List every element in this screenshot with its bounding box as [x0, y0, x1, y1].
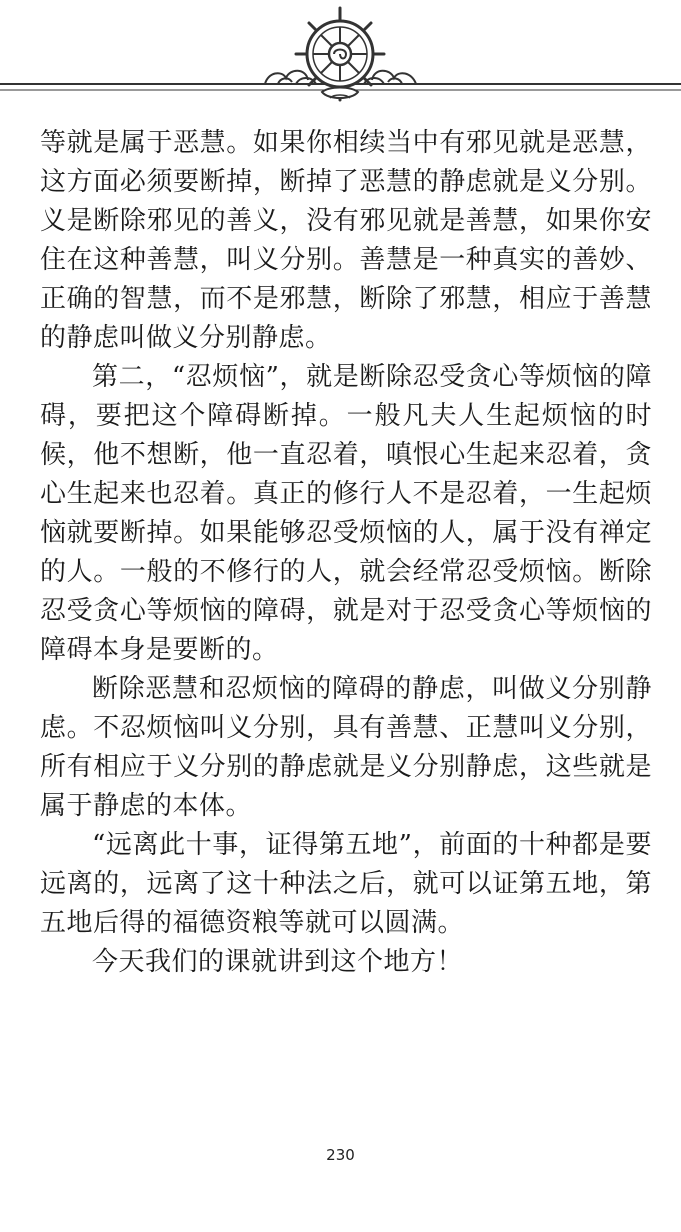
left-cloud-icon — [265, 71, 316, 84]
paragraph-3: 断除恶慧和忍烦恼的障碍的静虑，叫做义分别静虑。不忍烦恼叫义分别，具有善慧、正慧叫义分别，所有相应于义分别的静虑就是义分别静虑，这些就是属于静虑的本体。 — [40, 674, 652, 821]
page-body — [40, 124, 652, 982]
paragraph-5: 今天我们的课就讲到这个地方！ — [92, 947, 464, 977]
paragraph-1: 等就是属于恶慧。如果你相续当中有邪见就是恶慧，这方面必须要断掉，断掉了恶慧的静虑就是义分别。义是断除邪见的善义，没有邪见就是善慧，如果你安住在这种善慧，叫义分别。善慧是一种真实的善妙、正确的智慧，而不是邪慧，断除了邪慧，相应于善慧的静虑叫做义分别静虑。 — [40, 128, 652, 353]
right-cloud-icon — [364, 71, 416, 84]
page-number: 230 — [326, 1146, 355, 1164]
paragraph-4: “远离此十事，证得第五地”，前面的十种都是要远离的，远离了这十种法之后，就可以证第五地，第五地后得的福德资粮等就可以圆满。 — [40, 830, 652, 938]
paragraph-2: 第二，“忍烦恼”，就是断除忍受贪心等烦恼的障碍，要把这个障碍断掉。一般凡夫人生起烦恼的时候，他不想断，他一直忍着，嗔恨心生起来忍着，贪心生起来也忍着。真正的修行人不是忍着，一生起烦恼就要断掉。如果能够忍受烦恼的人，属于没有禅定的人。一般的不修行的人，就会经常忍受烦恼。断除忍受贪心等烦恼的障碍，就是对于忍受贪心等烦恼的障碍本身是要断的。 — [40, 362, 652, 665]
dharma-wheel-icon — [296, 8, 384, 100]
dharma-wheel-header-ornament — [0, 0, 681, 110]
